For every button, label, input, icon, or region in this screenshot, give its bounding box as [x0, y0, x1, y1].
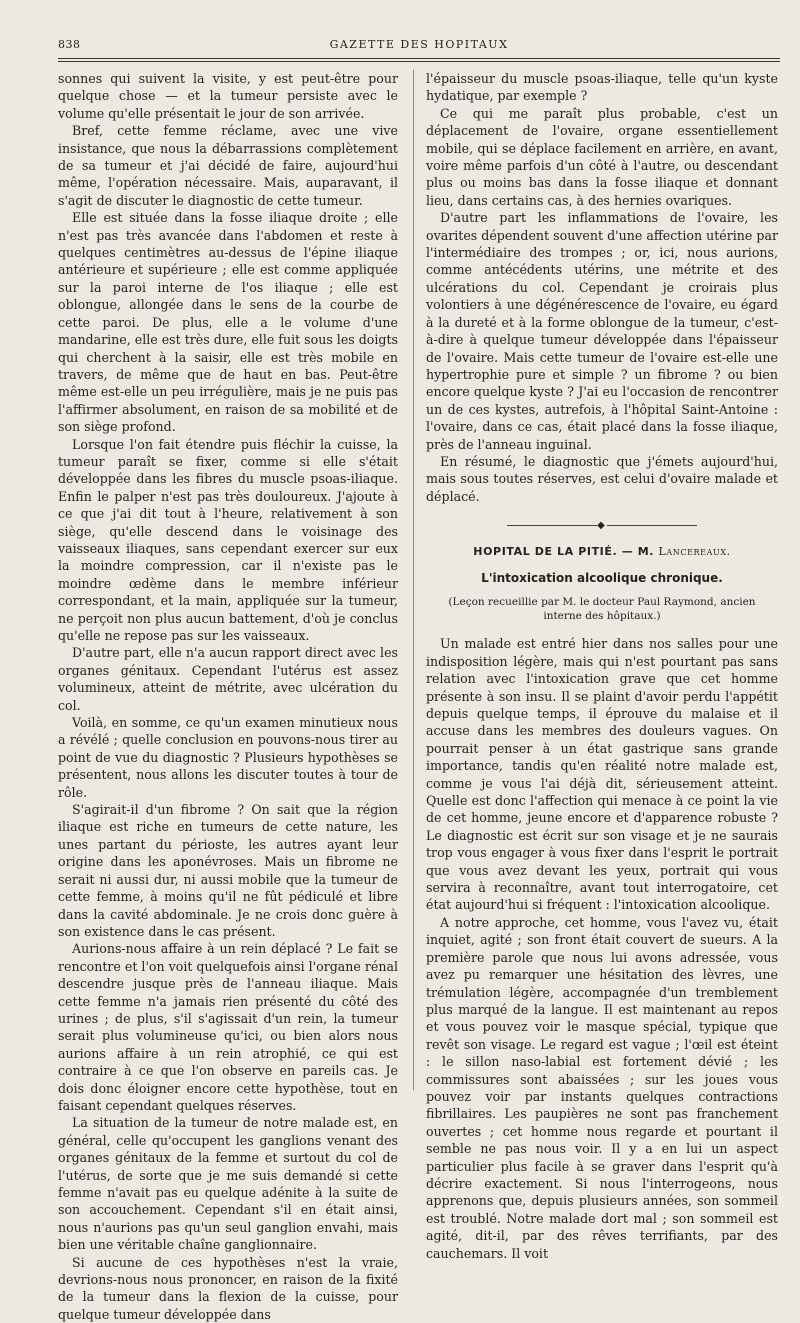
- paragraph: Aurions-nous affaire à un rein déplacé ? Le fait se rencontre et l'on voit quelquefois ainsi l'organe rénal descendre jusque près de l'anneau iliaque. Mais cette femme n'a jamais rien présenté du côté des urines ; de plus, s'il s'agissait d'un rein, la tumeur serait plus volumineuse qu'ici, ou bien alors nous aurions affaire à un rein atrophié, ce qui est contraire à ce que l'on observe en pareils cas. Je dois donc éloigner encore cette hypothèse, tout en faisant cependant quelques réserves.: [58, 941, 398, 1113]
- header-rule-double: [58, 61, 780, 62]
- section-heading: [426, 543, 778, 560]
- paragraph: D'autre part, elle n'a aucun rapport direct avec les organes génitaux. Cependant l'utérus est assez volumineux, atteint de métrite, avec ulcération du col.: [58, 645, 398, 713]
- paragraph: Un malade est entré hier dans nos salles pour une indisposition légère, mais qui n'est pourtant pas sans relation avec l'intoxication grave que cet homme présente à son insu. Il se plaint d'avoir perdu l'appétit depuis quelque temps, il éprouve du malaise et il accuse dans les membres des douleurs vagues. On pourrait penser à un état gastrique sans grande importance, tandis qu'en réalité notre malade est, comme je vous l'ai déjà dit, sérieusement atteint. Quelle est donc l'affection qui menace à ce point la vie de cet homme, jeune encore et d'apparence robuste ? Le diagnostic est écrit sur son visage et je ne saurais trop vous engager à vous fixer dans l'esprit le portrait que vous avez devant les yeux, portrait qui vous servira à reconnaître, avant tout interrogatoire, cet état aujourd'hui si fréquent : l'intoxication alcoolique.: [426, 636, 778, 913]
- lecture-title: L'intoxication alcoolique chronique.: [481, 570, 723, 585]
- header-rule: [58, 58, 780, 59]
- paragraph: Si aucune de ces hypothèses n'est la vraie, devrions-nous nous prononcer, en raison de la fixité de la tumeur dans la flexion de la cuisse, pour quelque tumeur développée dans: [58, 1254, 398, 1322]
- paragraph: Voilà, en somme, ce qu'un examen minutieux nous a révélé ; quelle conclusion en pouvons-nous tirer au point de vue du diagnostic ? Plusieurs hypothèses se présentent, nous allons les discuter toutes à tour de rôle.: [58, 715, 398, 800]
- paragraph: A notre approche, cet homme, vous l'avez vu, était inquiet, agité ; son front était couvert de sueurs. A la première parole que nous lui avons adressée, vous avez pu remarquer une hésitation des lèvres, une trémulation légère, accompagnée d'un tremblement plus marqué de la langue. Il est maintenant au repos et vous pouvez voir le masque spécial, typique que revêt son visage. Le regard est vague ; l'œil est éteint : le sillon naso-labial est fortement dévié ; les commissures sont abaissées ; sur les joues vous pouvez voir par instants quelques contractions fibrillaires. Les paupières ne sont pas franchement ouvertes ; cet homme nous regarde et pourtant il semble ne pas nous voir. Il y a en lui un aspect particulier plus facile à se graver dans l'esprit qu'à décrire exactement. Si nous l'interrogeons, nous apprenons que, depuis plusieurs années, son sommeil est troublé. Notre malade dort mal ; son sommeil est agité, dit-il, par des rêves terrifiants, par des cauchemars. Il voit: [426, 914, 778, 1261]
- paragraph: Ce qui me paraît plus probable, c'est un déplacement de l'ovaire, organe essentiellement mobile, qui se déplace facilement en arrière, en avant, voire même parfois d'un côté à l'autre, ou descendant plus ou moins bas dans la fosse iliaque et donnant lieu, dans certains cas, à des hernies ovariques.: [426, 105, 778, 208]
- right-column: [426, 70, 778, 1262]
- section-heading-text: HOPITAL DE LA PITIÉ. — M.: [473, 544, 655, 558]
- paragraph: Bref, cette femme réclame, avec une vive insistance, que nous la débarrassions complètement de sa tumeur et j'ai décidé de faire, aujourd'hui même, l'opération nécessaire. Mais, auparavant, il s'agit de discuter le diagnostic de cette tumeur.: [58, 123, 398, 208]
- page-number: 838: [58, 38, 81, 51]
- paragraph: sonnes qui suivent la visite, y est peut-être pour quelque chose — et la tumeur persiste avec le volume qu'elle présentait le jour de son arrivée.: [58, 71, 398, 121]
- page-header: [58, 36, 780, 60]
- section-separator: ◆: [426, 517, 778, 534]
- paragraph: D'autre part les inflammations de l'ovaire, les ovarites dépendent souvent d'une affection utérine par l'intermédiaire des trompes ; or, ici, nous aurions, comme antécédents utérins, une métrite et des ulcérations du col. Cependant je croirais plus volontiers à une dégénérescence de l'ovaire, eu égard à la dureté et à la forme oblongue de la tumeur, c'est-à-dire à quelque tumeur développée dans l'épaisseur de l'ovaire. Mais cette tumeur de l'ovaire est-elle une hypertrophie pure et simple ? un fibrome ? ou bien encore quelque kyste ? J'ai eu l'occasion de rencontrer un de ces kystes, autrefois, à l'hôpital Saint-Antoine : l'ovaire, dans ce cas, était placé dans la fosse iliaque, près de l'anneau inguinal.: [426, 210, 778, 452]
- paragraph: Elle est située dans la fosse iliaque droite ; elle n'est pas très avancée dans l'abdomen et reste à quelques centimètres au-dessus de l'épine iliaque antérieure et supérieure ; elle est comme appliquée sur la paroi interne de l'os iliaque ; elle est oblongue, allongée dans le sens de la courbe de cette paroi. De plus, elle a le volume d'une mandarine, elle est très dure, elle fuit sous les doigts qui cherchent à la saisir, elle est très mobile en travers, de même que de haut en bas. Peut-être même est-elle un peu irrégulière, mais je ne puis pas l'affirmer absolument, en raison de sa mobilité et de son siège profond.: [58, 210, 399, 435]
- paragraph: Lorsque l'on fait étendre puis fléchir la cuisse, la tumeur paraît se fixer, comme si elle s'était développée dans les fibres du muscle psoas-iliaque. Enfin le palper n'est pas très douloureux. J'ajoute à ce que j'ai dit tout à l'heure, relativement à son siège, qu'elle descend dans le voisinage des vaisseaux iliaques, sans cependant exercer sur eux la moindre compression, car il n'existe pas le moindre œdème dans le membre inférieur correspondant, et la main, appliquée sur la tumeur, ne perçoit non plus aucun battement, d'où je conclus qu'elle ne repose pas sur les vaisseaux.: [58, 436, 398, 643]
- column-divider: [413, 70, 414, 1090]
- paragraph: La situation de la tumeur de notre malade est, en général, celle qu'occupent les ganglions venant des organes génitaux de la femme et surtout du col de l'utérus, de sorte que je me suis demandé si cette femme n'avait pas eu quelque adénite à la suite de son accouchement. Cependant s'il en était ainsi, nous n'aurions pas qu'un seul ganglion envahi, mais bien une véritable chaîne ganglionnaire.: [58, 1115, 398, 1253]
- section-heading-name: Lancereaux.: [658, 544, 731, 558]
- paragraph: l'épaisseur du muscle psoas-iliaque, telle qu'un kyste hydatique, par exemple ?: [426, 71, 778, 104]
- lecture-note: (Leçon recueillie par M. le docteur Paul Raymond, ancien interne des hôpitaux.): [448, 596, 756, 623]
- paragraph: S'agirait-il d'un fibrome ? On sait que la région iliaque est riche en tumeurs de cette nature, les unes partant du périoste, les autres ayant leur origine dans les aponévroses. Mais un fibrome ne serait ni aussi dur, ni aussi mobile que la tumeur de cette femme, à moins qu'il ne fût pédiculé et libre dans la cavité abdominale. Je ne crois donc guère à son existence dans le cas présent.: [58, 802, 398, 939]
- paragraph: En résumé, le diagnostic que j'émets aujourd'hui, mais sous toutes réserves, est celui d'ovaire malade et déplacé.: [426, 453, 778, 504]
- left-column: [58, 70, 398, 1323]
- running-title: GAZETTE DES HOPITAUX: [329, 38, 509, 51]
